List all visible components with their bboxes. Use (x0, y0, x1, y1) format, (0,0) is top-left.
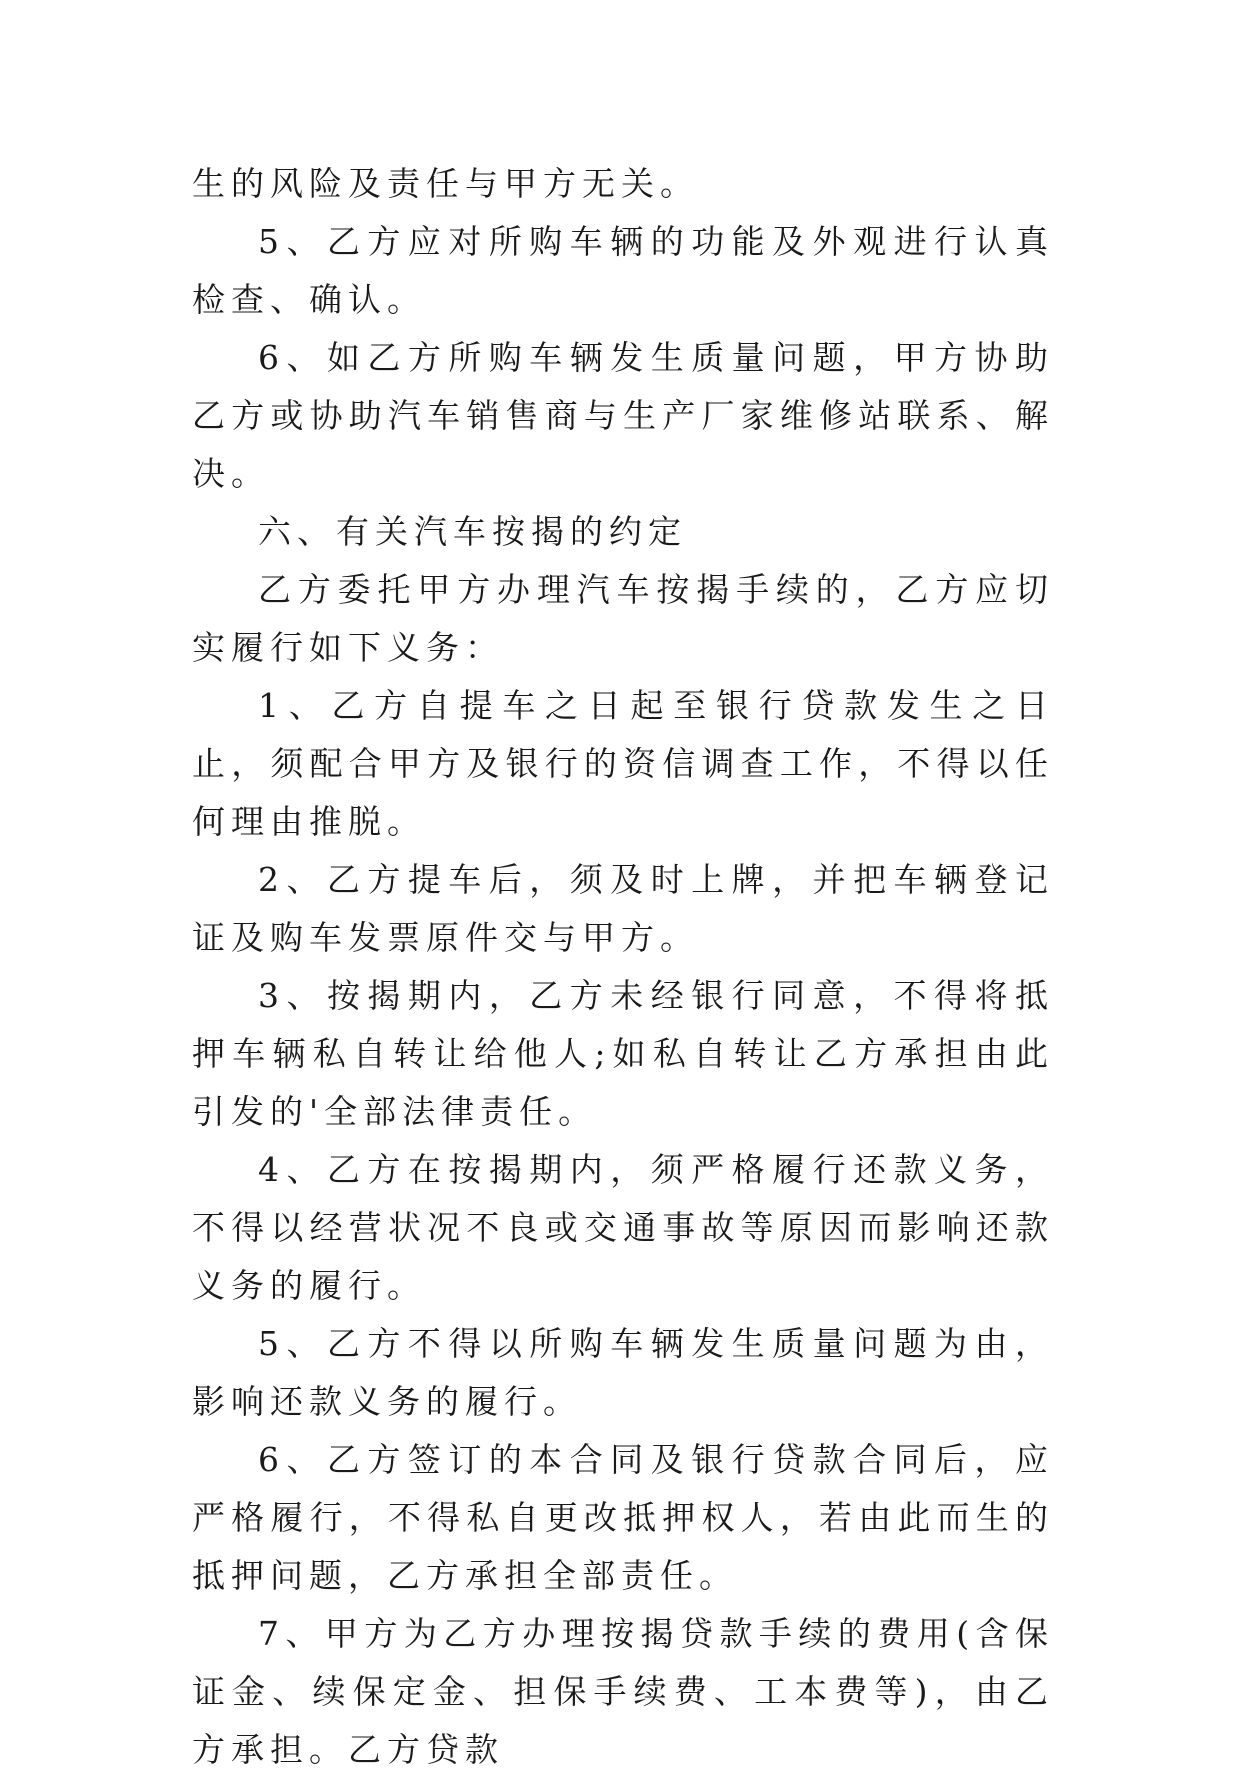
paragraph-5: 乙方委托甲方办理汽车按揭手续的，乙方应切实履行如下义务： (192, 570, 1054, 667)
document-body (192, 155, 1054, 1779)
paragraph-1: 生的风险及责任与甲方无关。 (192, 164, 699, 203)
paragraph-12: 7、甲方为乙方办理按揭贷款手续的费用(含保证金、续保定金、担保手续费、工本费等)，由乙方承担。乙方贷款 (192, 1614, 1054, 1769)
paragraph-10: 5、乙方不得以所购车辆发生质量问题为由，影响还款义务的履行。 (192, 1324, 1054, 1421)
paragraph-2: 5、乙方应对所购车辆的功能及外观进行认真检查、确认。 (192, 222, 1054, 319)
paragraph-8: 3、按揭期内，乙方未经银行同意，不得将抵押车辆私自转让给他人;如私自转让乙方承担由此引发的'全部法律责任。 (192, 976, 1054, 1131)
paragraph-11: 6、乙方签订的本合同及银行贷款合同后，应严格履行，不得私自更改抵押权人，若由此而生的抵押问题，乙方承担全部责任。 (192, 1440, 1054, 1595)
paragraph-3: 6、如乙方所购车辆发生质量问题，甲方协助乙方或协助汽车销售商与生产厂家维修站联系、解决。 (192, 338, 1054, 493)
section-heading: 六、有关汽车按揭的约定 (258, 512, 687, 551)
paragraph-9: 4、乙方在按揭期内，须严格履行还款义务，不得以经营状况不良或交通事故等原因而影响还款义务的履行。 (192, 1150, 1054, 1305)
paragraph-7: 2、乙方提车后，须及时上牌，并把车辆登记证及购车发票原件交与甲方。 (192, 860, 1054, 957)
paragraph-6: 1、乙方自提车之日起至银行贷款发生之日止，须配合甲方及银行的资信调查工作，不得以任何理由推脱。 (192, 686, 1054, 841)
